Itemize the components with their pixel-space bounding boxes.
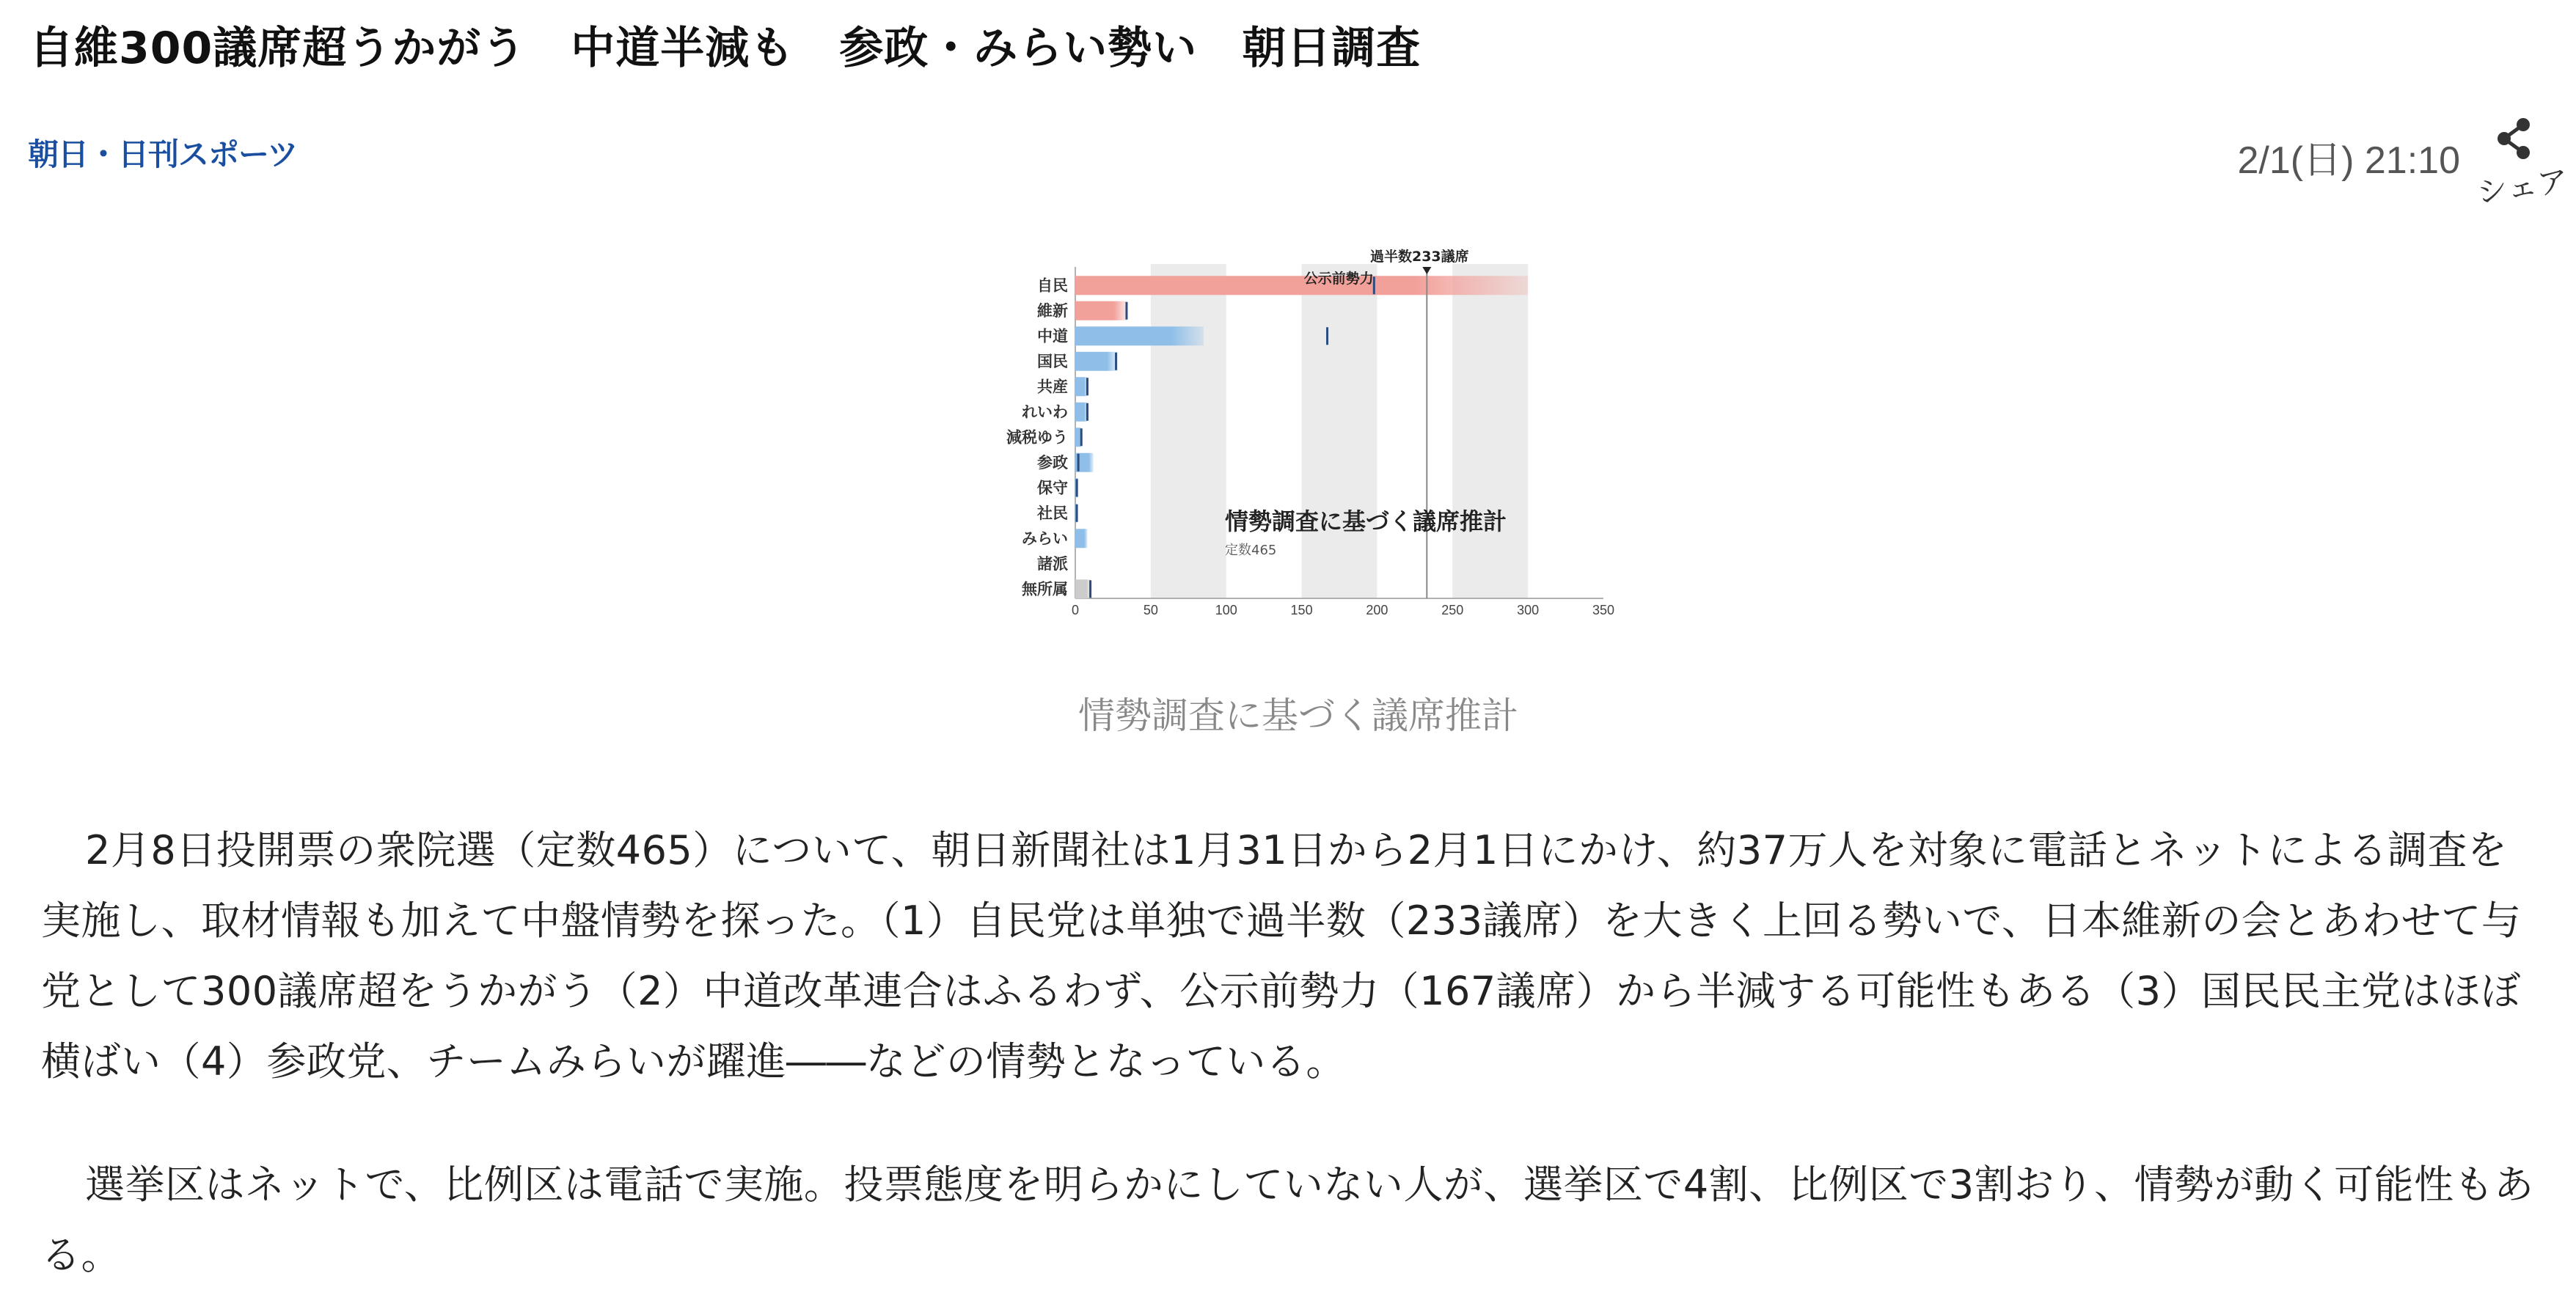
category-label-3: 国民 <box>1037 352 1068 370</box>
chart-caption: 情勢調査に基づく議席推計 <box>1078 694 1518 737</box>
x-tick-label-0: 0 <box>1071 603 1080 617</box>
x-tick-label-300: 300 <box>1517 603 1540 617</box>
article-paragraph-1: 2月8日投開票の衆院選（定数465）について、朝日新聞社は1月31日から2月1日にかけ、約37万人を対象に電話とネットによる調査を実施し、取材情報も加えて中盤情勢を探った。（1）自民党は単独で過半数（233議席）を大きく上回る勢いで、日本維新の会とあわせて与党として300議席超をうかがう（2）中道改革連合はふるわず、公示前勢力（167議席）から半減する可能性もある（3）国民民主党はほぼ横ばい（4）参政党、チームみらいが躍進――などの情勢となっている。 <box>41 827 2522 1085</box>
x-tick-label-250: 250 <box>1441 603 1464 617</box>
x-tick-label-50: 50 <box>1143 603 1158 617</box>
majority-marker <box>1422 267 1431 274</box>
seat-chart <box>961 235 1636 675</box>
estimate-bar-12 <box>1075 579 1091 598</box>
pre-election-label: 公示前勢力 <box>1303 271 1374 287</box>
category-label-12: 無所属 <box>1022 580 1068 598</box>
share-label: シェア <box>2474 162 2571 211</box>
x-tick-label-200: 200 <box>1366 603 1388 617</box>
article-headline: 自維300議席超うかがう 中道半減も 参政・みらい勢い 朝日調査 <box>29 23 1421 74</box>
category-label-7: 参政 <box>1037 453 1068 472</box>
x-tick-label-100: 100 <box>1215 603 1237 617</box>
category-label-0: 自民 <box>1037 276 1068 295</box>
majority-label: 過半数233議席 <box>1369 249 1469 265</box>
estimate-bar-10 <box>1075 529 1087 548</box>
chart-band-2 <box>1452 264 1528 598</box>
category-label-2: 中道 <box>1037 327 1068 345</box>
category-label-11: 諸派 <box>1037 554 1068 573</box>
chart-subtitle: 定数465 <box>1225 543 1277 558</box>
x-tick-label-150: 150 <box>1290 603 1313 617</box>
estimate-bar-2 <box>1075 326 1204 345</box>
category-label-5: れいわ <box>1022 403 1068 421</box>
category-label-4: 共産 <box>1037 378 1068 396</box>
share-icon <box>2495 117 2533 160</box>
chart-band-1 <box>1302 264 1377 598</box>
seat-chart-figure <box>961 235 1636 675</box>
share-button[interactable] <box>2474 117 2571 227</box>
estimate-bar-1 <box>1075 301 1127 320</box>
estimate-bar-3 <box>1075 352 1118 371</box>
chart-title: 情勢調査に基づく議席推計 <box>1225 507 1507 535</box>
chart-band-0 <box>1151 264 1226 598</box>
category-label-9: 社民 <box>1037 504 1068 522</box>
source-logo[interactable]: 朝日・日刊スポーツ <box>28 136 298 172</box>
estimate-bar-5 <box>1075 403 1087 422</box>
estimate-bar-0 <box>1075 276 1528 295</box>
x-tick-label-350: 350 <box>1592 603 1615 617</box>
category-label-8: 保守 <box>1037 479 1068 497</box>
publish-date: 2/1(日) 21:10 <box>2237 139 2460 182</box>
category-label-1: 維新 <box>1037 301 1068 320</box>
category-label-10: みらい <box>1022 529 1068 548</box>
article-paragraph-2: 選挙区はネットで、比例区は電話で実施。投票態度を明らかにしていない人が、選挙区で4割、比例区で3割おり、情勢が動く可能性もある。 <box>41 1162 2534 1278</box>
category-label-6: 減税ゆう <box>1006 428 1068 447</box>
estimate-bar-4 <box>1075 377 1087 396</box>
